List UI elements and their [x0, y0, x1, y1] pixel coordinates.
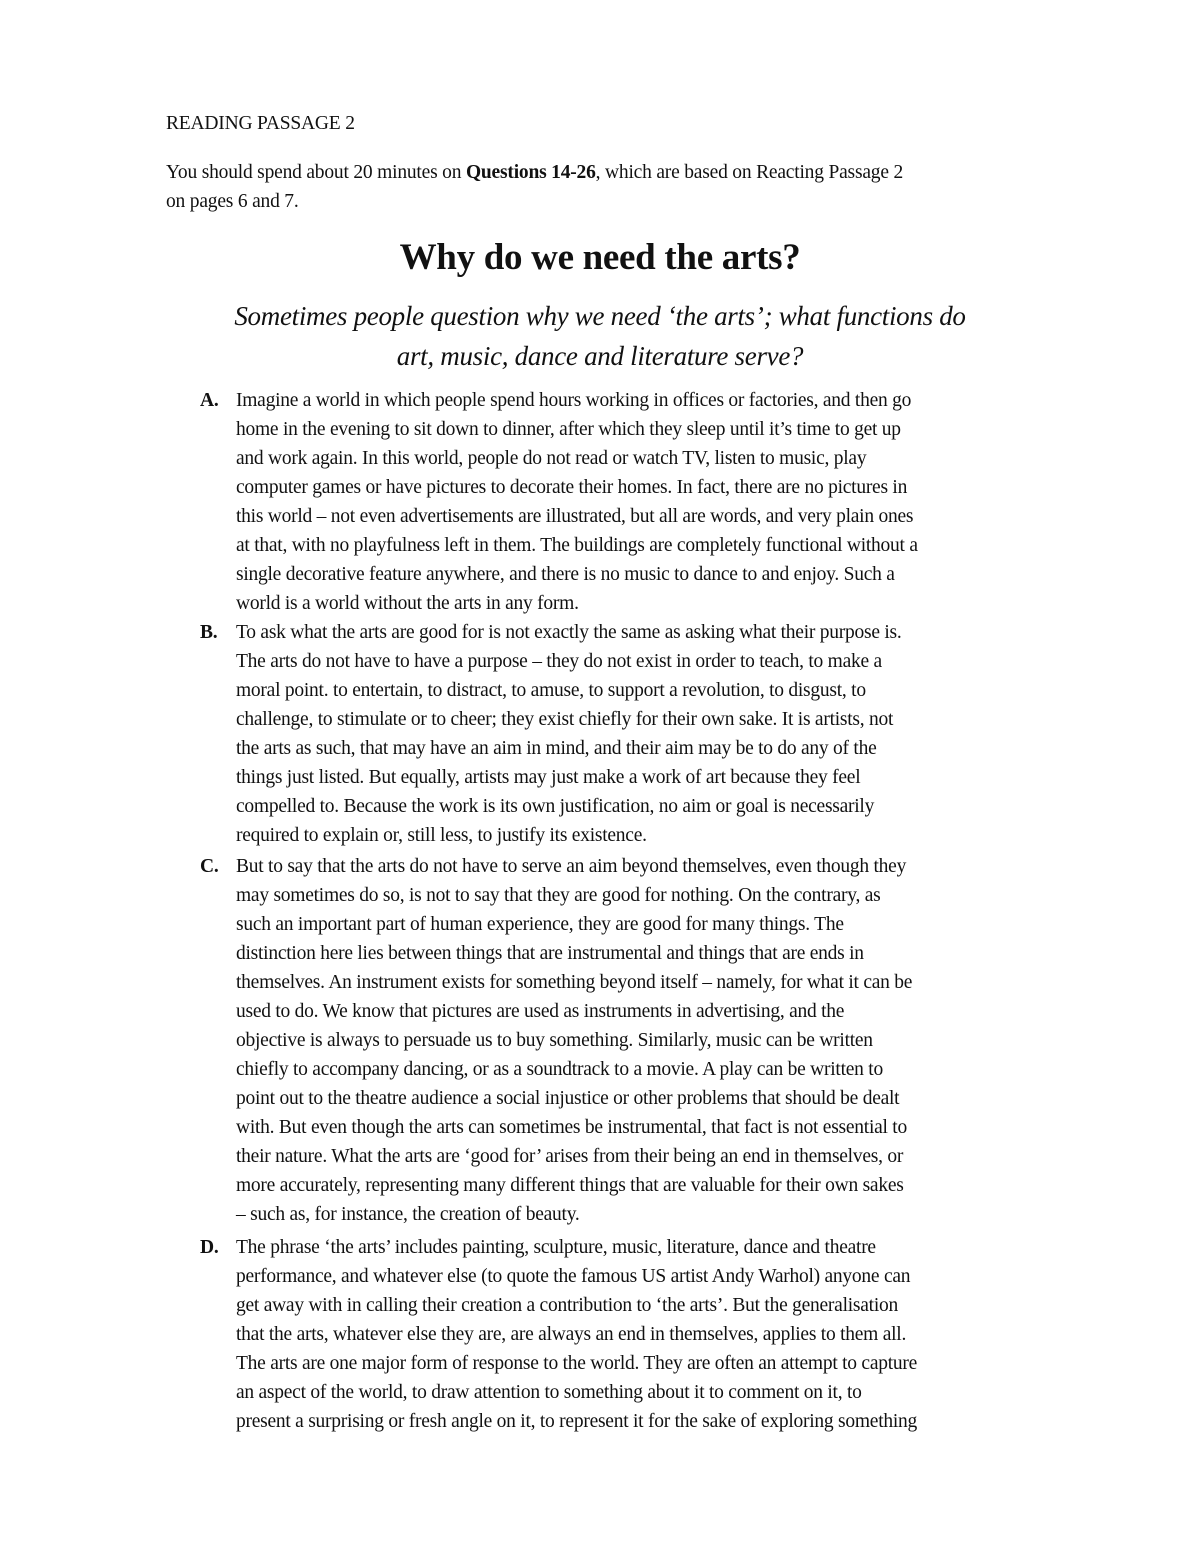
paragraph-line: such an important part of human experience, they are good for many things. The	[236, 914, 844, 935]
paragraph-line: get away with in calling their creation a contribution to ‘the arts’. But the generalisation	[236, 1295, 898, 1316]
paragraph-line: may sometimes do so, is not to say that they are good for nothing. On the contrary, as	[236, 885, 881, 906]
paragraph-line: distinction here lies between things that are instrumental and things that are ends in	[236, 943, 864, 964]
paragraph-line: The phrase ‘the arts’ includes painting, sculpture, music, literature, dance and theatre	[236, 1237, 876, 1258]
paragraph-line: But to say that the arts do not have to serve an aim beyond themselves, even though they	[236, 856, 907, 877]
paragraph-line: their nature. What the arts are ‘good for’ arises from their being an end in themselves, or	[236, 1146, 904, 1167]
instructions-line-2: on pages 6 and 7.	[166, 191, 299, 212]
paragraph-line: world is a world without the arts in any form.	[236, 593, 579, 614]
subtitle-line: art, music, dance and literature serve?	[396, 341, 804, 371]
paragraph-line: present a surprising or fresh angle on it, to represent it for the sake of exploring something	[236, 1411, 918, 1432]
paragraph-letter: A.	[200, 390, 219, 411]
paragraph-line: challenge, to stimulate or to cheer; they exist chiefly for their own sake. It is artists, not	[236, 709, 894, 730]
article-title: Why do we need the arts?	[399, 237, 801, 278]
article-subtitle	[0, 296, 1200, 376]
paragraph-letter: D.	[200, 1237, 219, 1258]
paragraph-line: chiefly to accompany dancing, or as a soundtrack to a movie. A play can be written to	[236, 1059, 883, 1080]
paragraph-line: The arts do not have to have a purpose – they do not exist in order to teach, to make a	[236, 651, 882, 672]
paragraph-line: point out to the theatre audience a social injustice or other problems that should be dealt	[236, 1088, 900, 1109]
paragraph-line: The arts are one major form of response to the world. They are often an attempt to capture	[236, 1353, 918, 1374]
paragraph-line: an aspect of the world, to draw attention to something about it to comment on it, to	[236, 1382, 862, 1403]
paragraph-line: single decorative feature anywhere, and there is no music to dance to and enjoy. Such a	[236, 564, 895, 585]
questions-range: Questions 14-26	[465, 162, 596, 183]
paragraph-line: required to explain or, still less, to justify its existence.	[236, 825, 647, 846]
instructions-line-1	[166, 158, 1106, 187]
paragraph-line: To ask what the arts are good for is not exactly the same as asking what their purpose is.	[236, 622, 902, 643]
instructions-prefix: You should spend about 20 minutes on	[166, 162, 466, 183]
paragraph-line: at that, with no playfulness left in them. The buildings are completely functional without a	[236, 535, 918, 556]
paragraph-line: the arts as such, that may have an aim in mind, and their aim may be to do any of the	[236, 738, 877, 759]
paragraph-line: performance, and whatever else (to quote the famous US artist Andy Warhol) anyone can	[236, 1266, 911, 1287]
paragraph-line: objective is always to persuade us to buy something. Similarly, music can be written	[236, 1030, 873, 1051]
paragraph-line: more accurately, representing many different things that are valuable for their own sakes	[236, 1175, 904, 1196]
paragraph-line: with. But even though the arts can sometimes be instrumental, that fact is not essential to	[236, 1117, 907, 1138]
paragraph-line: home in the evening to sit down to dinner, after which they sleep until it’s time to get up	[236, 419, 901, 440]
paragraph-line: that the arts, whatever else they are, are always an end in themselves, applies to them all.	[236, 1324, 907, 1345]
paragraph-line: used to do. We know that pictures are used as instruments in advertising, and the	[236, 1001, 845, 1022]
paragraph-line: compelled to. Because the work is its own justification, no aim or goal is necessarily	[236, 796, 875, 817]
paragraph-line: and work again. In this world, people do not read or watch TV, listen to music, play	[236, 448, 867, 469]
instructions-suffix: , which are based on Reacting Passage 2	[595, 162, 904, 183]
paragraph-line: this world – not even advertisements are illustrated, but all are words, and very plain ones	[236, 506, 914, 527]
paragraph-letter: C.	[200, 856, 219, 877]
paragraph-line: themselves. An instrument exists for something beyond itself – namely, for what it can be	[236, 972, 913, 993]
paragraph-line: Imagine a world in which people spend hours working in offices or factories, and then go	[236, 390, 912, 411]
instructions	[166, 158, 1106, 216]
section-label: READING PASSAGE 2	[166, 113, 355, 134]
paragraph-line: moral point. to entertain, to distract, to amuse, to support a revolution, to disgust, to	[236, 680, 866, 701]
paragraph-letter: B.	[200, 622, 218, 643]
paragraph-line: computer games or have pictures to decorate their homes. In fact, there are no pictures in	[236, 477, 908, 498]
paragraph-line: things just listed. But equally, artists may just make a work of art because they feel	[236, 767, 861, 788]
subtitle-line: Sometimes people question why we need ‘the arts’; what functions do	[234, 301, 966, 331]
paragraph-line: – such as, for instance, the creation of beauty.	[236, 1204, 580, 1225]
